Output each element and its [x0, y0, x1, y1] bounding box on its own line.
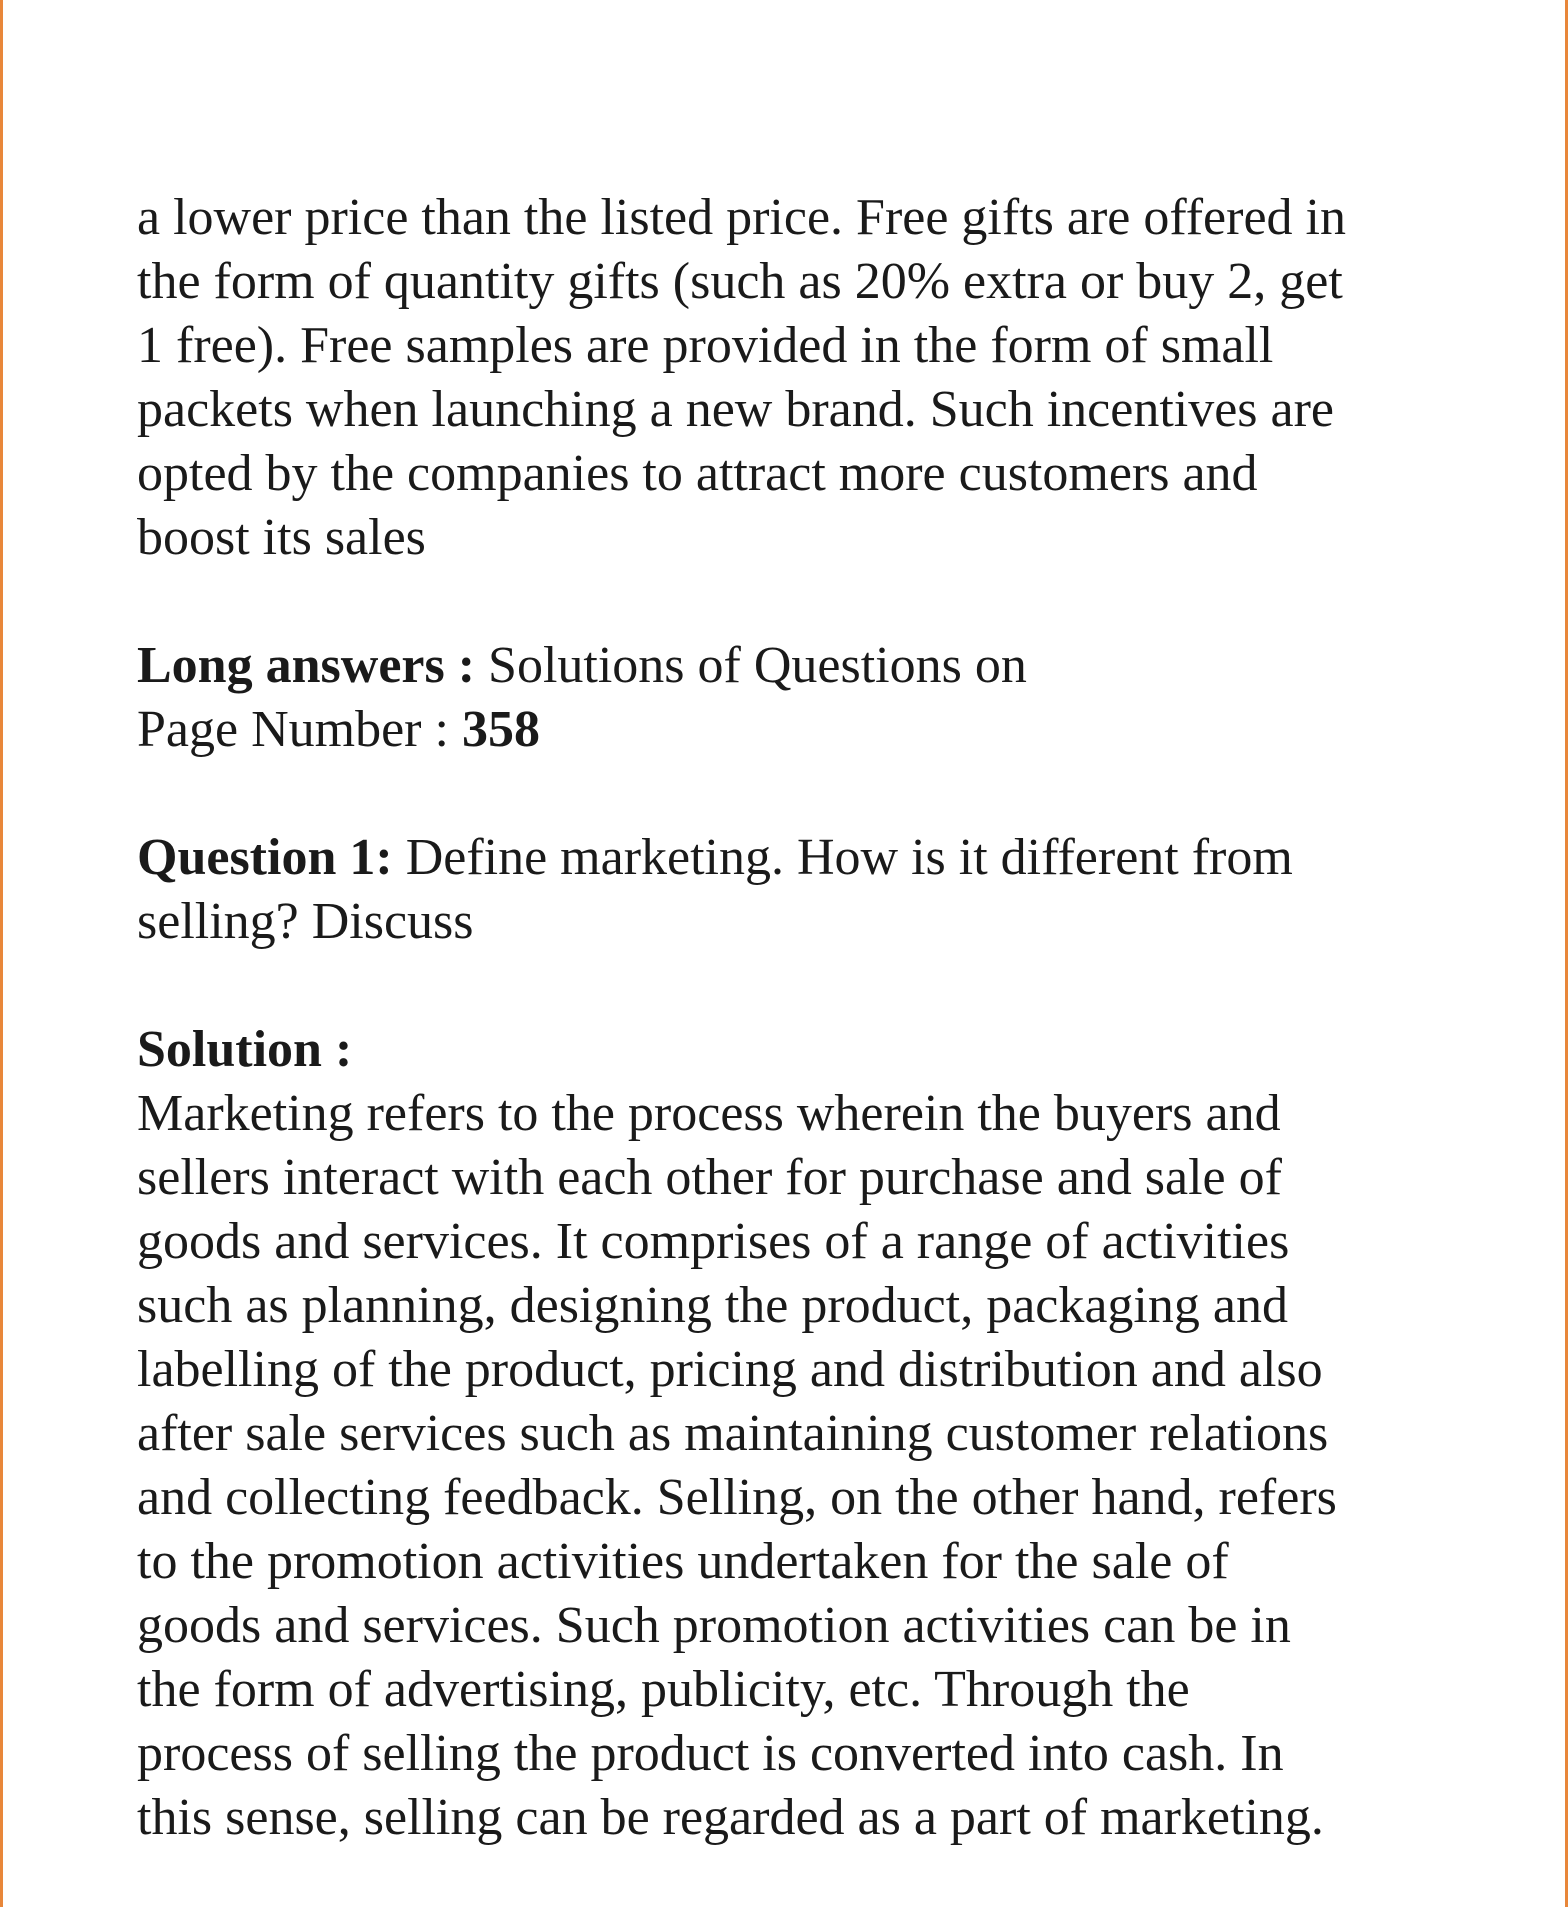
question-label: Question 1: [137, 829, 393, 886]
solution-line: sellers interact with each other for purchase and sale of [137, 1149, 1282, 1206]
long-answers-text: Solutions of Questions on [475, 637, 1027, 694]
solution-line: to the promotion activities undertaken for the sale of [137, 1533, 1229, 1590]
intro-line: 1 free). Free samples are provided in the form of small [137, 317, 1274, 374]
spacer [137, 570, 1457, 634]
solution-label: Solution : [137, 1021, 353, 1078]
page-number-line [137, 698, 1457, 762]
intro-line: a lower price than the listed price. Free gifts are offered in [137, 189, 1346, 246]
solution-line: this sense, selling can be regarded as a part of marketing. [137, 1789, 1324, 1846]
solution-line: goods and services. Such promotion activities can be in [137, 1597, 1291, 1654]
solution-block [137, 1018, 1457, 1850]
question-line: selling? Discuss [137, 893, 474, 950]
page-number-label: Page Number : [137, 701, 462, 758]
spacer [137, 954, 1457, 1018]
intro-line: boost its sales [137, 509, 426, 566]
long-answers-label: Long answers : [137, 637, 476, 694]
solution-line: Marketing refers to the process wherein the buyers and [137, 1085, 1281, 1142]
spacer [137, 762, 1457, 826]
intro-line: opted by the companies to attract more customers and [137, 445, 1258, 502]
solution-line: and collecting feedback. Selling, on the other hand, refers [137, 1469, 1337, 1526]
intro-paragraph [137, 186, 1457, 570]
question-text: Define marketing. How is it different from [392, 829, 1293, 886]
solution-line: such as planning, designing the product, packaging and [137, 1277, 1288, 1334]
solution-line: labelling of the product, pricing and distribution and also [137, 1341, 1323, 1398]
long-answers-heading [137, 634, 1457, 762]
page-content [137, 186, 1457, 1850]
solution-line: after sale services such as maintaining customer relations [137, 1405, 1329, 1462]
page-number-value: 358 [461, 701, 540, 758]
solution-line: the form of advertising, publicity, etc. Through the [137, 1661, 1190, 1718]
question-line [137, 826, 1457, 890]
long-answers-line [137, 634, 1457, 698]
solution-line: process of selling the product is converted into cash. In [137, 1725, 1284, 1782]
question-block [137, 826, 1457, 954]
solution-line: goods and services. It comprises of a range of activities [137, 1213, 1290, 1270]
intro-line: packets when launching a new brand. Such incentives are [137, 381, 1335, 438]
intro-line: the form of quantity gifts (such as 20% extra or buy 2, get [137, 253, 1343, 310]
